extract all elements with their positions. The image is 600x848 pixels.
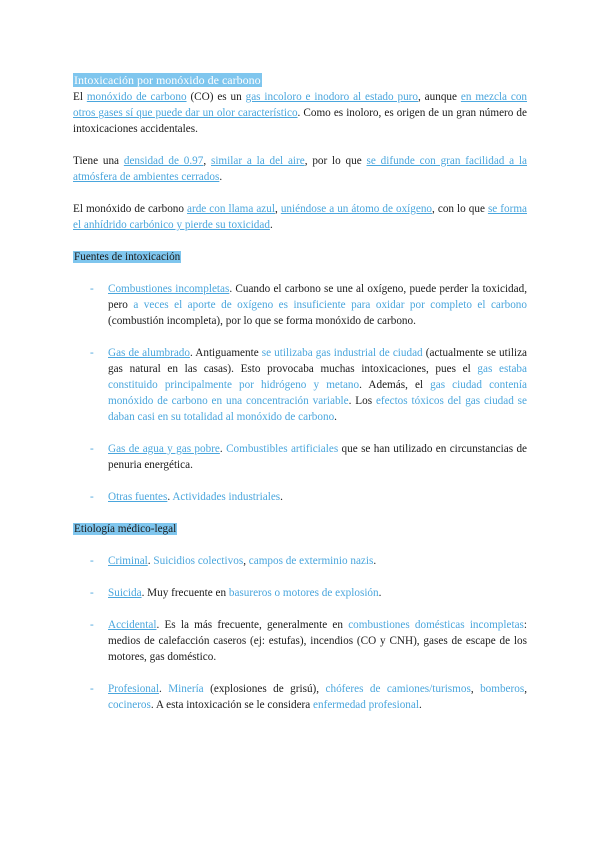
text-run: . (334, 411, 337, 423)
linked-term: se difunde con gran facilidad a la atmósfera de ambientes cerrados (73, 155, 528, 183)
linked-term: gas incoloro e inodoro al estado puro (245, 91, 418, 103)
linked-term: se forma el anhídrido carbónico y pierde su toxicidad (73, 203, 527, 231)
text-run: . (147, 555, 154, 567)
text-run: . (373, 555, 377, 567)
list-item-text (108, 683, 527, 711)
text-run: . A esta intoxicación se le considera (150, 699, 314, 711)
highlighted-text: gas ciudad contenía monóxido de carbono en una concentración variable (108, 379, 527, 407)
text-run: . Es la más frecuente, generalmente en (156, 619, 349, 631)
bullet-dash: - (90, 443, 94, 455)
list-item (73, 553, 527, 569)
linked-term: Otras fuentes (108, 491, 168, 503)
text-run: , (470, 683, 481, 695)
text-run: El (73, 91, 87, 103)
text-run: . (219, 443, 227, 455)
list-item-text (108, 555, 376, 567)
section-heading-sources (73, 249, 527, 265)
text-run: (explosiones de grisú), (203, 683, 326, 695)
text-run: . (158, 683, 169, 695)
list-item (73, 489, 527, 505)
text-run: . Los (348, 395, 376, 407)
bullet-dash: - (90, 283, 94, 295)
text-run: (CO) es un (186, 91, 246, 103)
linked-term: Combustiones incompletas (108, 283, 230, 295)
highlighted-text: se utilizaba (261, 347, 313, 359)
text-run: , con lo que (432, 203, 488, 215)
linked-term: arde con llama azul (187, 203, 275, 215)
text-run: : medios de calefacción caseros (ej: estufas), incendios (CO y CNH), gases de escape de los motores, gas doméstico. (108, 619, 527, 663)
text-run: . (280, 491, 283, 503)
text-run: , (203, 155, 211, 167)
highlighted-text: bomberos (480, 683, 525, 695)
highlighted-text: Actividades industriales (172, 491, 281, 503)
list-item (73, 617, 527, 665)
text-run: , (274, 203, 281, 215)
text-run: . Muy frecuente en (141, 587, 229, 599)
linked-term: Accidental (108, 619, 157, 631)
text-run: (combustión incompleta), por lo que se forma monóxido de carbono. (108, 315, 416, 327)
linked-term: Gas de agua y gas pobre (108, 443, 220, 455)
text-run: . Como es inoloro, es origen de un gran número de intoxicaciones accidentales. (73, 107, 527, 135)
text-run: . (167, 491, 173, 503)
text-run: , por lo que (304, 155, 367, 167)
bullet-dash: - (90, 619, 94, 631)
intro-paragraph (73, 153, 527, 185)
intro-paragraph (73, 89, 527, 137)
text-run: . (418, 699, 422, 711)
linked-term: Gas de alumbrado (108, 347, 190, 359)
linked-term: Suicida (108, 587, 142, 599)
linked-term: Criminal (108, 555, 148, 567)
document-page (73, 72, 527, 713)
highlighted-text: enfermedad profesional (313, 699, 419, 711)
highlighted-text: combustiones domésticas incompletas (348, 619, 524, 631)
text-run: , (524, 683, 527, 695)
highlighted-text: a veces el aporte de oxígeno es insuficiente para oxidar por completo el carbono (133, 299, 527, 311)
text-run: El monóxido de carbono (73, 203, 188, 215)
text-run: . (269, 219, 273, 231)
section-heading-text: Fuentes de intoxicación (74, 251, 181, 263)
title-highlight: Intoxicación por monóxido de carbono (74, 73, 261, 87)
section-heading-etiology (73, 521, 527, 537)
text-run: . Además, el (359, 379, 431, 391)
bullet-dash: - (90, 555, 94, 567)
text-run: . (190, 459, 193, 471)
highlighted-text: chóferes de camiones/turismos (325, 683, 471, 695)
bullet-dash: - (90, 347, 94, 359)
list-item (73, 585, 527, 601)
highlighted-text: basureros o motores de explosión (228, 587, 379, 599)
list-item-text (108, 283, 527, 327)
text-run: (actualmente se utiliza gas natural en las casas). Esto provocaba muchas intoxicaciones, pues el (108, 347, 527, 375)
highlighted-text: gas industrial de ciudad (312, 347, 423, 359)
text-run: . (219, 171, 223, 183)
document-title (73, 72, 527, 89)
highlighted-text: efectos tóxicos del gas ciudad se daban casi en su totalidad al monóxido de carbono (108, 395, 527, 423)
highlighted-text: campos de exterminio nazis (248, 555, 374, 567)
linked-term: en mezcla con otros gases sí que puede dar un olor característico (73, 91, 528, 119)
list-item-text (108, 491, 283, 503)
text-run: que se han utilizado en circunstancias de penuria energética (108, 443, 528, 471)
text-run: . Antiguamente (190, 347, 262, 359)
text-run: Tiene una (73, 155, 124, 167)
list-item (73, 281, 527, 329)
highlighted-text: gas estaba constituido principalmente por hidrógeno y metano (108, 363, 527, 391)
linked-term: uniéndose a un átomo de oxígeno (280, 203, 433, 215)
list-item (73, 681, 527, 713)
list-item (73, 441, 527, 473)
list-item (73, 345, 527, 425)
list-item-text (108, 443, 527, 471)
highlighted-text: Combustibles artificiales (226, 443, 339, 455)
bullet-dash: - (90, 587, 94, 599)
linked-term: monóxido de carbono (86, 91, 187, 103)
list-item-text (108, 619, 527, 663)
highlighted-text: Minería (168, 683, 204, 695)
highlighted-text: cocineros (108, 699, 151, 711)
list-item-text (108, 587, 381, 599)
linked-term: densidad de 0.97 (123, 155, 204, 167)
intro-paragraph (73, 201, 527, 233)
section-heading-text: Etiología médico-legal (74, 523, 177, 535)
text-run: , aunque (418, 91, 461, 103)
text-run: . Cuando el carbono se une al oxígeno, puede perder la toxicidad, pero (108, 283, 527, 311)
highlighted-text: Suicidios colectivos (153, 555, 244, 567)
text-run: , (243, 555, 249, 567)
list-item-text (108, 347, 527, 423)
bullet-dash: - (90, 491, 94, 503)
text-run: . (378, 587, 382, 599)
bullet-dash: - (90, 683, 94, 695)
linked-term: Profesional (108, 683, 159, 695)
linked-term: similar a la del aire (210, 155, 305, 167)
